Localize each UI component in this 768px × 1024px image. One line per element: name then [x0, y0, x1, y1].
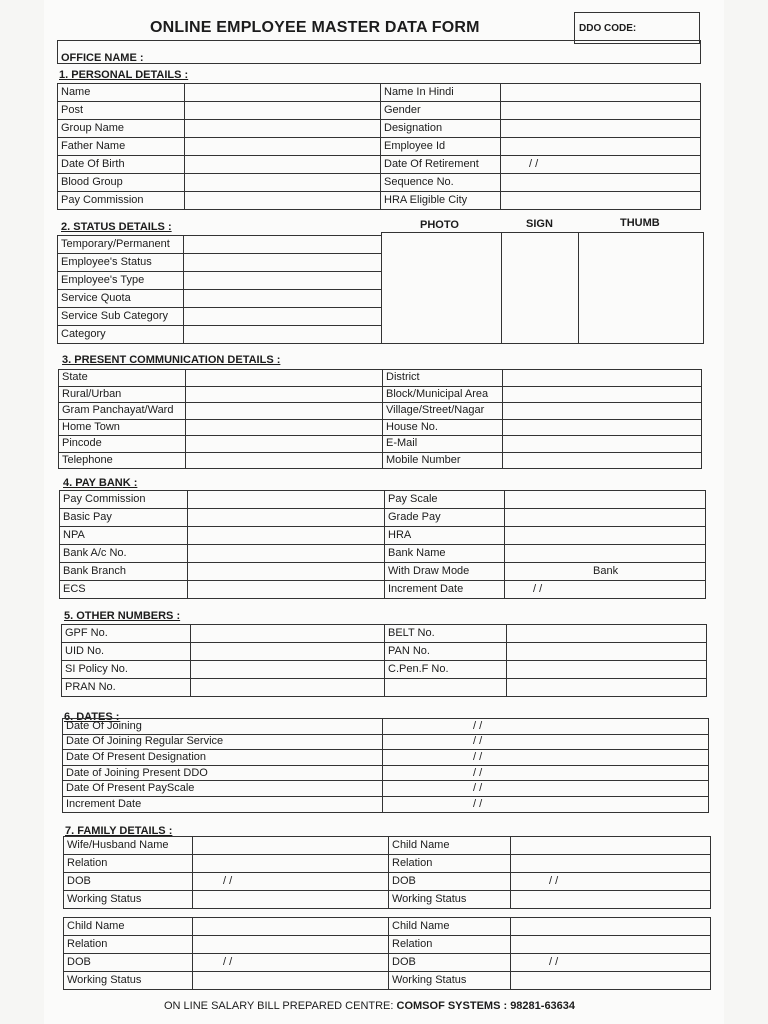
dates-value-field[interactable]: / /	[383, 750, 709, 766]
communication-row	[59, 386, 702, 403]
family1-label: Relation	[64, 855, 193, 873]
personal-label: Date Of Birth	[58, 156, 185, 174]
family1-value-field[interactable]	[511, 837, 711, 855]
communication-value-field[interactable]	[503, 403, 702, 420]
paybank-label: ECS	[60, 581, 188, 599]
communication-heading: 3. PRESENT COMMUNICATION DETAILS :	[62, 354, 281, 366]
paybank-label: Bank A/c No.	[60, 545, 188, 563]
dates-value-field[interactable]: / /	[383, 796, 709, 812]
family1-label: Relation	[389, 855, 511, 873]
family1-row	[64, 855, 711, 873]
status-row	[58, 290, 382, 308]
status-row	[58, 272, 382, 290]
paybank-value-field[interactable]: Bank	[505, 563, 706, 581]
photo-sign-thumb-box	[381, 232, 704, 344]
status-value-field[interactable]	[184, 254, 382, 272]
family2-value-field[interactable]	[193, 972, 389, 990]
communication-label: House No.	[383, 419, 503, 436]
office-name-box[interactable]	[57, 40, 701, 64]
paybank-label: Pay Commission	[60, 491, 188, 509]
personal-value-field[interactable]	[185, 156, 381, 174]
paybank-row	[60, 491, 706, 509]
status-label: Category	[58, 326, 184, 344]
dates-label: Increment Date	[63, 796, 383, 812]
family2-label: Working Status	[389, 972, 511, 990]
family1-label: Child Name	[389, 837, 511, 855]
status-heading: 2. STATUS DETAILS :	[61, 221, 172, 233]
dates-label: Date Of Present PayScale	[63, 781, 383, 797]
communication-label: Telephone	[59, 452, 186, 469]
paybank-table	[59, 490, 706, 599]
paybank-heading: 4. PAY BANK :	[63, 477, 138, 489]
paybank-row	[60, 563, 706, 581]
personal-value-field[interactable]	[185, 84, 381, 102]
personal-value-field[interactable]	[185, 192, 381, 210]
paybank-label: Bank Branch	[60, 563, 188, 581]
status-row	[58, 236, 382, 254]
family1-label: Working Status	[64, 891, 193, 909]
family1-value-field[interactable]	[193, 855, 389, 873]
other-label: BELT No.	[385, 625, 507, 643]
sign-area[interactable]	[502, 233, 579, 344]
family2-value-field[interactable]	[193, 936, 389, 954]
family1-row	[64, 837, 711, 855]
thumb-heading: THUMB	[620, 217, 660, 229]
status-value-field[interactable]	[184, 326, 382, 344]
personal-value-field[interactable]	[501, 120, 701, 138]
dates-row	[63, 765, 709, 781]
paybank-value-field[interactable]	[188, 527, 385, 545]
paybank-label: Grade Pay	[385, 509, 505, 527]
dates-label: Date Of Joining Regular Service	[63, 734, 383, 750]
status-row	[58, 308, 382, 326]
dates-heading: 6. DATES :	[64, 711, 120, 723]
footer-prefix: ON LINE SALARY BILL PREPARED CENTRE:	[164, 1000, 397, 1012]
family2-value-field[interactable]	[511, 918, 711, 936]
paybank-value-field[interactable]	[188, 509, 385, 527]
family1-row	[64, 891, 711, 909]
paybank-label: HRA	[385, 527, 505, 545]
personal-value-field[interactable]	[501, 174, 701, 192]
communication-value-field[interactable]	[186, 386, 383, 403]
ddo-code-label: DDO CODE:	[579, 23, 637, 34]
status-label: Employee's Status	[58, 254, 184, 272]
other-value-field[interactable]	[191, 625, 385, 643]
communication-label: District	[383, 370, 503, 387]
communication-label: Mobile Number	[383, 452, 503, 469]
personal-label: Employee Id	[381, 138, 501, 156]
family2-row	[64, 954, 711, 972]
family2-value-field[interactable]	[511, 936, 711, 954]
other-value-field[interactable]	[191, 679, 385, 697]
personal-label: Father Name	[58, 138, 185, 156]
paybank-value-field[interactable]	[505, 491, 706, 509]
personal-label: Post	[58, 102, 185, 120]
communication-value-field[interactable]	[186, 419, 383, 436]
family2-value-field[interactable]: / /	[511, 954, 711, 972]
family2-label: Child Name	[64, 918, 193, 936]
family1-value-field[interactable]: / /	[193, 873, 389, 891]
office-name-label: OFFICE NAME :	[61, 52, 144, 64]
other-value-field[interactable]	[191, 643, 385, 661]
dates-row	[63, 750, 709, 766]
communication-label: Rural/Urban	[59, 386, 186, 403]
dates-value-field[interactable]: / /	[383, 781, 709, 797]
paybank-value-field[interactable]	[505, 509, 706, 527]
status-value-field[interactable]	[184, 290, 382, 308]
paybank-value-field[interactable]	[505, 545, 706, 563]
personal-row	[58, 192, 701, 210]
dates-row	[63, 796, 709, 812]
personal-value-field[interactable]	[185, 120, 381, 138]
family1-label: Wife/Husband Name	[64, 837, 193, 855]
other-table	[61, 624, 707, 697]
dates-table	[62, 718, 709, 813]
paybank-row	[60, 509, 706, 527]
communication-label: E-Mail	[383, 436, 503, 453]
family1-label: DOB	[389, 873, 511, 891]
family1-label: DOB	[64, 873, 193, 891]
dates-label: Date of Joining Present DDO	[63, 765, 383, 781]
thumb-area[interactable]	[579, 233, 704, 344]
family1-value-field[interactable]	[511, 891, 711, 909]
communication-value-field[interactable]	[186, 403, 383, 420]
paybank-value-field[interactable]: / /	[505, 581, 706, 599]
other-value-field[interactable]	[507, 643, 707, 661]
family1-value-field[interactable]: / /	[511, 873, 711, 891]
paybank-value-field[interactable]	[188, 581, 385, 599]
paybank-label: Pay Scale	[385, 491, 505, 509]
family2-label: DOB	[64, 954, 193, 972]
sign-heading: SIGN	[526, 218, 553, 230]
family1-table	[63, 836, 711, 909]
personal-label: Designation	[381, 120, 501, 138]
family2-row	[64, 972, 711, 990]
family1-row	[64, 873, 711, 891]
other-value-field[interactable]	[507, 679, 707, 697]
family1-value-field[interactable]	[193, 891, 389, 909]
personal-row	[58, 102, 701, 120]
family2-table	[63, 917, 711, 990]
status-row	[58, 326, 382, 344]
dates-value-field[interactable]: / /	[383, 719, 709, 735]
communication-label: Home Town	[59, 419, 186, 436]
personal-label: Date Of Retirement	[381, 156, 501, 174]
family2-label: Relation	[64, 936, 193, 954]
paybank-value-field[interactable]	[188, 491, 385, 509]
communication-label: Pincode	[59, 436, 186, 453]
family2-label: Relation	[389, 936, 511, 954]
personal-row	[58, 120, 701, 138]
family-heading: 7. FAMILY DETAILS :	[65, 825, 173, 837]
paybank-row	[60, 545, 706, 563]
family1-value-field[interactable]	[193, 837, 389, 855]
dates-row	[63, 719, 709, 735]
dates-value-field[interactable]: / /	[383, 734, 709, 750]
personal-value-field[interactable]	[501, 138, 701, 156]
paybank-value-field[interactable]	[188, 563, 385, 581]
status-label: Temporary/Permanent	[58, 236, 184, 254]
other-label: SI Policy No.	[62, 661, 191, 679]
personal-label: HRA Eligible City	[381, 192, 501, 210]
family2-value-field[interactable]	[511, 972, 711, 990]
communication-value-field[interactable]	[503, 386, 702, 403]
family2-value-field[interactable]: / /	[193, 954, 389, 972]
form-title: ONLINE EMPLOYEE MASTER DATA FORM	[150, 19, 480, 36]
personal-row	[58, 156, 701, 174]
personal-value-field[interactable]	[185, 174, 381, 192]
family1-label: Working Status	[389, 891, 511, 909]
other-row	[62, 625, 707, 643]
family2-label: Child Name	[389, 918, 511, 936]
personal-value-field[interactable]	[501, 84, 701, 102]
photo-heading: PHOTO	[420, 219, 459, 231]
communication-value-field[interactable]	[186, 436, 383, 453]
status-table	[57, 235, 382, 344]
communication-row	[59, 403, 702, 420]
communication-value-field[interactable]	[186, 452, 383, 469]
other-label: C.Pen.F No.	[385, 661, 507, 679]
status-label: Employee's Type	[58, 272, 184, 290]
status-value-field[interactable]	[184, 308, 382, 326]
dates-value-field[interactable]: / /	[383, 765, 709, 781]
personal-value-field[interactable]	[501, 102, 701, 120]
communication-row	[59, 370, 702, 387]
dates-row	[63, 781, 709, 797]
other-label: GPF No.	[62, 625, 191, 643]
family2-label: DOB	[389, 954, 511, 972]
communication-label: State	[59, 370, 186, 387]
status-value-field[interactable]	[184, 236, 382, 254]
other-value-field[interactable]	[507, 625, 707, 643]
paybank-label: With Draw Mode	[385, 563, 505, 581]
family1-value-field[interactable]	[511, 855, 711, 873]
personal-value-field[interactable]	[501, 192, 701, 210]
paybank-label: Bank Name	[385, 545, 505, 563]
other-label: UID No.	[62, 643, 191, 661]
communication-value-field[interactable]	[503, 452, 702, 469]
personal-label: Sequence No.	[381, 174, 501, 192]
communication-row	[59, 419, 702, 436]
personal-label: Pay Commission	[58, 192, 185, 210]
other-row	[62, 643, 707, 661]
family2-label: Working Status	[64, 972, 193, 990]
personal-row	[58, 174, 701, 192]
other-label: PRAN No.	[62, 679, 191, 697]
communication-label: Village/Street/Nagar	[383, 403, 503, 420]
paybank-row	[60, 581, 706, 599]
footer	[164, 1000, 575, 1012]
other-value-field[interactable]	[507, 661, 707, 679]
communication-row	[59, 452, 702, 469]
communication-value-field[interactable]	[503, 436, 702, 453]
personal-label: Blood Group	[58, 174, 185, 192]
communication-table	[58, 369, 702, 469]
status-value-field[interactable]	[184, 272, 382, 290]
other-row	[62, 661, 707, 679]
personal-value-field[interactable]: / /	[501, 156, 701, 174]
personal-value-field[interactable]	[185, 102, 381, 120]
personal-label: Gender	[381, 102, 501, 120]
personal-label: Name	[58, 84, 185, 102]
other-row	[62, 679, 707, 697]
communication-label: Gram Panchayat/Ward	[59, 403, 186, 420]
personal-heading: 1. PERSONAL DETAILS :	[59, 69, 189, 81]
paybank-value-field[interactable]	[505, 527, 706, 545]
paybank-value-field[interactable]	[188, 545, 385, 563]
paybank-row	[60, 527, 706, 545]
family2-row	[64, 918, 711, 936]
personal-label: Name In Hindi	[381, 84, 501, 102]
communication-value-field[interactable]	[186, 370, 383, 387]
dates-row	[63, 734, 709, 750]
personal-row	[58, 138, 701, 156]
communication-value-field[interactable]	[503, 419, 702, 436]
other-label: PAN No.	[385, 643, 507, 661]
communication-row	[59, 436, 702, 453]
dates-label: Date Of Joining	[63, 719, 383, 735]
status-row	[58, 254, 382, 272]
paybank-label: Increment Date	[385, 581, 505, 599]
other-heading: 5. OTHER NUMBERS :	[64, 610, 181, 622]
dates-label: Date Of Present Designation	[63, 750, 383, 766]
status-label: Service Quota	[58, 290, 184, 308]
other-label	[385, 679, 507, 697]
personal-row	[58, 84, 701, 102]
footer-company: COMSOF SYSTEMS : 98281-63634	[396, 1000, 576, 1012]
photo-area[interactable]	[382, 233, 502, 344]
other-value-field[interactable]	[191, 661, 385, 679]
personal-table	[57, 83, 701, 210]
status-label: Service Sub Category	[58, 308, 184, 326]
family2-value-field[interactable]	[193, 918, 389, 936]
personal-label: Group Name	[58, 120, 185, 138]
paybank-label: NPA	[60, 527, 188, 545]
paybank-label: Basic Pay	[60, 509, 188, 527]
communication-label: Block/Municipal Area	[383, 386, 503, 403]
communication-value-field[interactable]	[503, 370, 702, 387]
family2-row	[64, 936, 711, 954]
personal-value-field[interactable]	[185, 138, 381, 156]
